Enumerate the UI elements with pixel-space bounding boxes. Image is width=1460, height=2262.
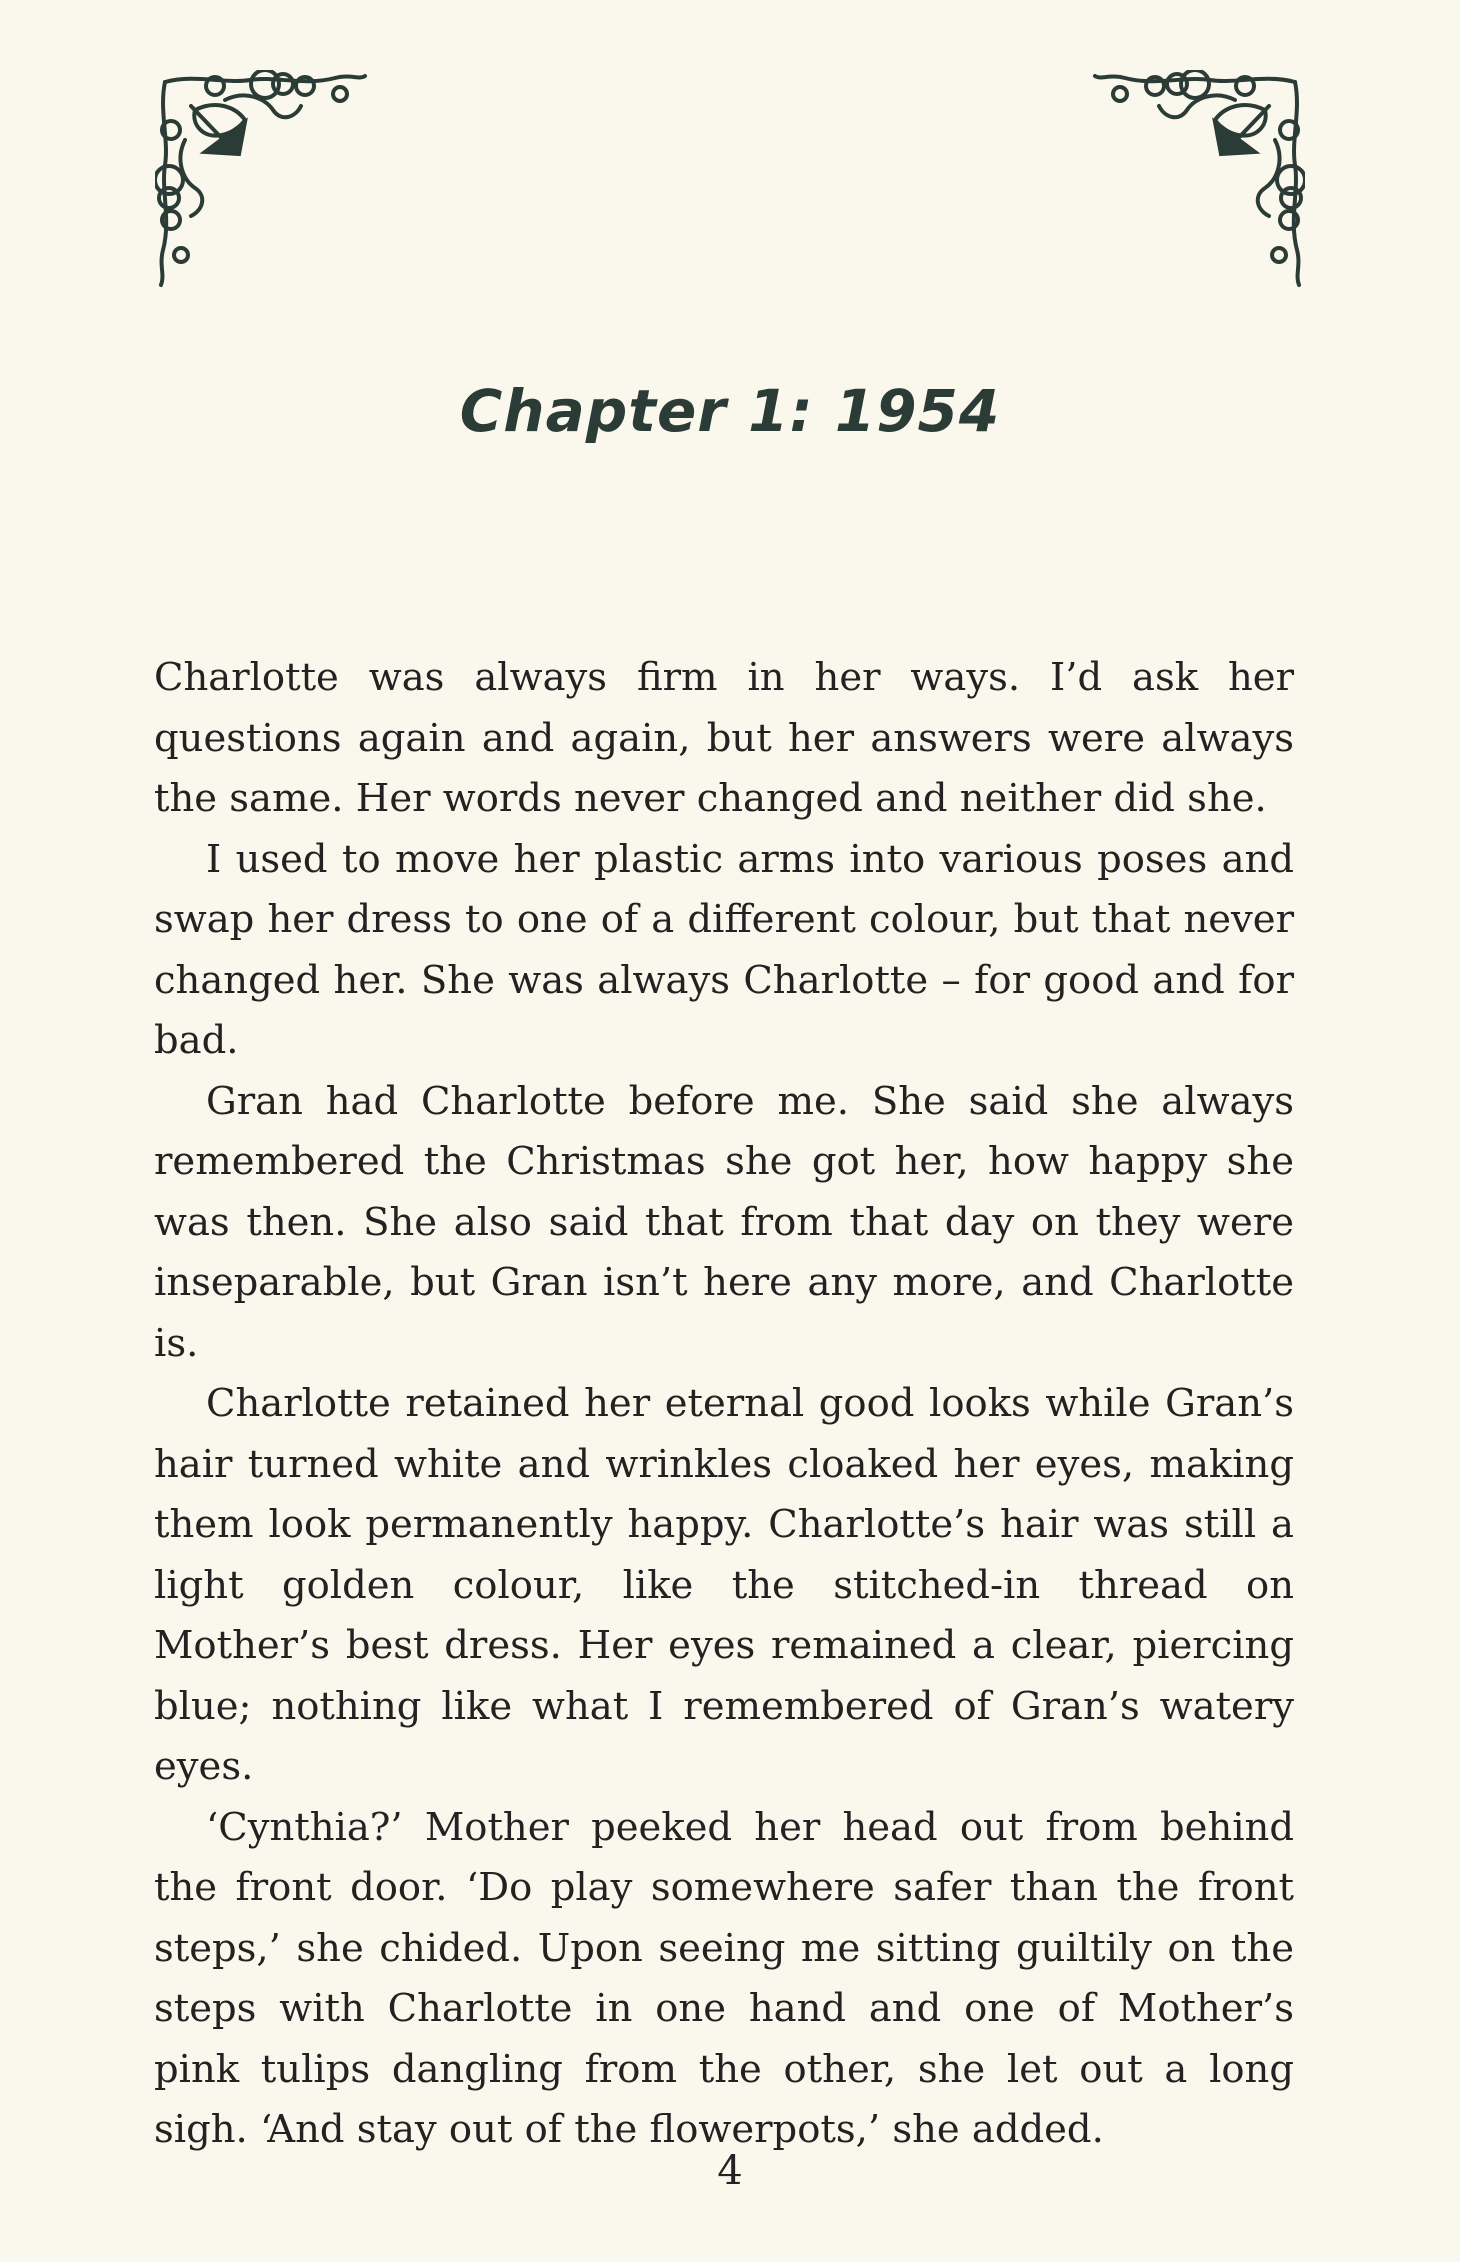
ornamental-corner-right-icon [1085,70,1305,300]
page-number: 4 [717,2148,743,2194]
paragraph: Charlotte retained her eternal good looks while Gran’s hair turned white and wrinkles cloaked her eyes, making them look permanently happy. Charlotte’s hair was still a light golden colour, like the stitched-in thread on Mother’s best dress. Her eyes remained a clear, piercing blue; nothing like what I remembered of Gran’s watery eyes. [154,1381,1294,1789]
ornamental-corner-left-icon [155,70,375,300]
chapter-title: Chapter 1: 1954 [459,376,1001,445]
paragraph: ‘Cynthia?’ Mother peeked her head out from behind the front door. ‘Do play somewhere safer than the front steps,’ she chided. Upon seeing me sitting guiltily on the steps with Charlotte in one hand and one of Mother’s pink tulips dangling from the other, she let out a long sigh. ‘And stay out of the flowerpots,’ she added. [154,1804,1294,2152]
chapter-body [154,648,1294,2161]
paragraph: I used to move her plastic arms into various poses and swap her dress to one of a different colour, but that never changed her. She was always Charlotte – for good and for bad. [154,836,1294,1063]
paragraph: Charlotte was always firm in her ways. I’d ask her questions again and again, but her answers were always the same. Her words never changed and neither did she. [154,655,1294,821]
paragraph: Gran had Charlotte before me. She said she always remembered the Christmas she got her, how happy she was then. She also said that from that day on they were inseparable, but Gran isn’t here any more, and Charlotte is. [154,1078,1294,1366]
